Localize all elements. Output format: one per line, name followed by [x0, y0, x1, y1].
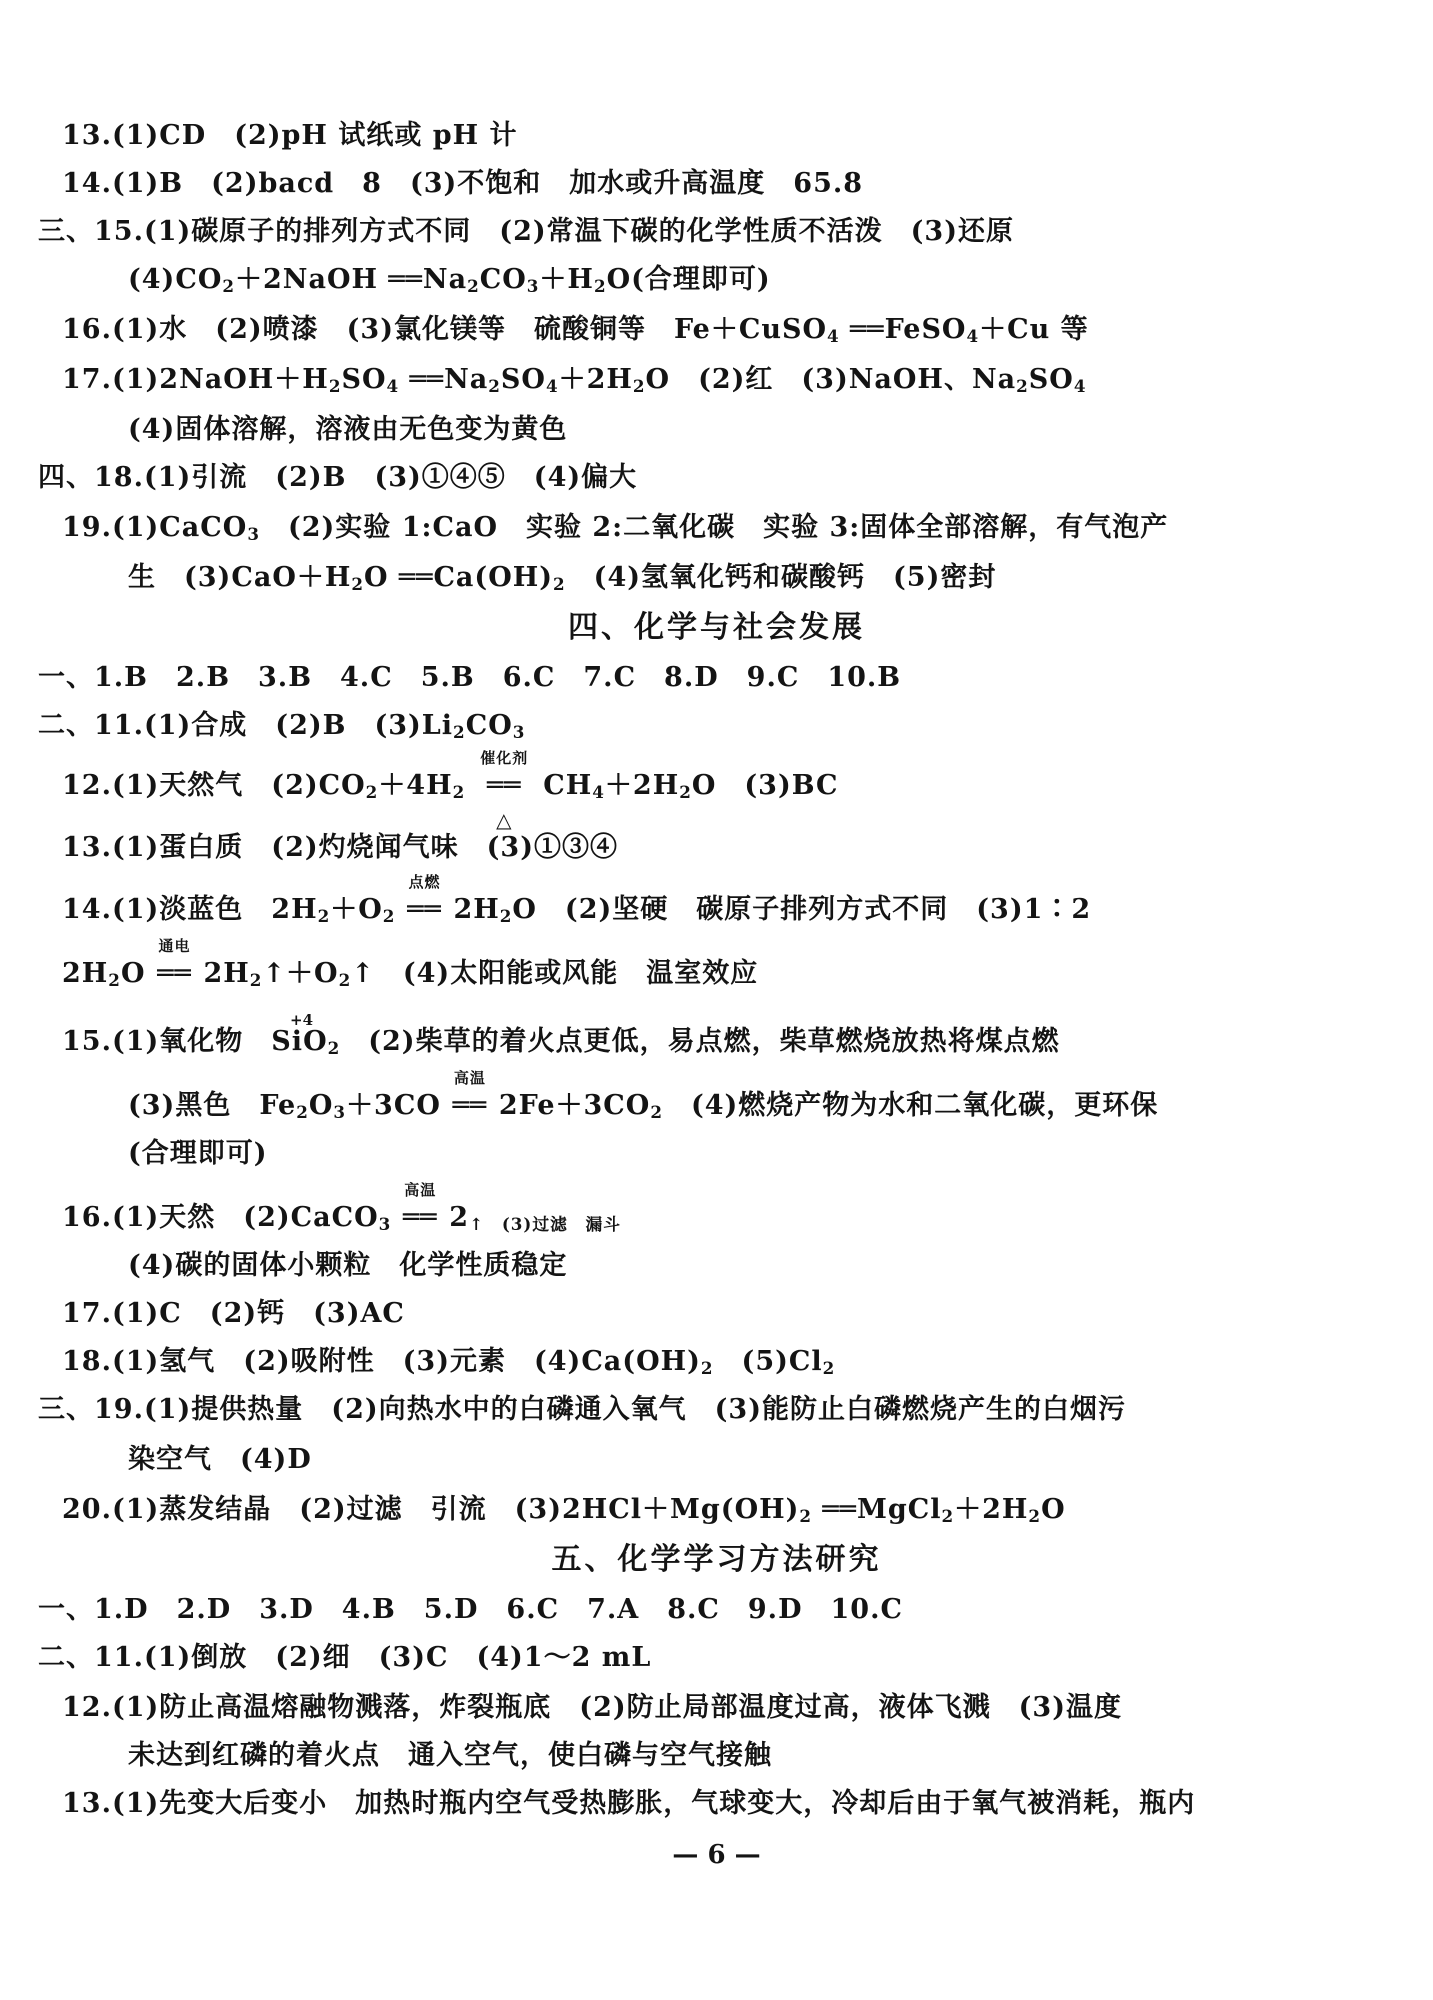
answer-line: 20.(1)蒸发结晶 (2)过滤 引流 $(3)2HCl+Mg(OH)_2$ $══MgCl_2+2H_2O$: [62, 1494, 1066, 1527]
answer-line: 生 $(3)CaO+H_2O$ $══Ca(OH)_2$ (4)氢氧化钙和碳酸钙 (5)密封: [128, 562, 997, 595]
line-text: 三、15.(1)碳原子的排列方式不同 (2)常温下碳的化学性质不活泼 (3)还原: [38, 216, 1014, 247]
answer-line: 未达到红磷的着火点 通入空气，使白磷与空气接触: [128, 1740, 772, 1771]
reaction-condition: 高温 ══: [403, 1181, 438, 1233]
reaction-condition: 高温 ══: [452, 1069, 488, 1121]
answer-line: 15.(1)氧化物 SiO$_2$ (2)柴草的着火点更低，易点燃，柴草燃烧放热将煤点燃: [62, 1026, 1060, 1059]
answer-line: $2H_2O$ 通电 ══ $2H_2↑+O_2↑$ (4)太阳能或风能 温室效应: [62, 937, 759, 991]
answer-line: $(4)CO_2+2NaOH$ $══Na_2CO_3+H_2O$(合理即可): [128, 264, 771, 297]
answer-line: 染空气 (4)D: [128, 1444, 312, 1475]
answer-line: (4)碳的固体小颗粒 化学性质稳定: [128, 1250, 568, 1281]
answer-line: 19.(1)CaCO$_3$ (2)实验 1:CaO 实验 2:二氧化碳 实验 3:固体全部溶解，有气泡产: [62, 512, 1169, 545]
section-heading: 四、化学与社会发展: [568, 610, 865, 645]
section-heading: 五、化学学习方法研究: [551, 1542, 882, 1577]
answer-line: (合理即可): [128, 1138, 268, 1169]
answer-line: 三、19.(1)提供热量 (2)向热水中的白磷通入氧气 (3)能防止白磷燃烧产生的白烟污: [38, 1394, 1126, 1425]
reaction-condition: 催化剂 ══ △: [480, 749, 529, 832]
answer-line: [62, 118, 518, 154]
answer-line: 13.(1)蛋白质 (2)灼烧闻气味 (3)①③④: [62, 832, 618, 863]
line-text: 13.(1)CD (2)pH 试纸或 pH 计: [62, 120, 518, 151]
answer-line: 一、1.B 2.B 3.B 4.C 5.B 6.C 7.C 8.D 9.C 10.B: [38, 662, 902, 693]
answer-line: 一、1.D 2.D 3.D 4.B 5.D 6.C 7.A 8.C 9.D 10.C: [38, 1594, 903, 1625]
answer-line: 12.(1)天然气 $(2)CO_2+4H_2$ 催化剂 ══ △ $CH_4+2H_2O$ (3)BC: [62, 749, 839, 832]
reaction-condition: 通电 ══: [157, 937, 192, 989]
answer-line: $17.(1)2NaOH+H_2SO_4$ $══Na_2SO_4+2H_2O$ (2)红 (3)NaOH、$Na_2SO_4$: [62, 364, 1087, 397]
answer-line: 16.(1)水 (2)喷漆 (3)氯化镁等 硫酸铜等 Fe＋CuSO$_4$ ══FeSO$_4$＋Cu 等: [62, 314, 1089, 347]
answer-line: [38, 214, 1014, 250]
line-text: 14.(1)B (2)bacd 8 (3)不饱和 加水或升高温度 65.8: [62, 168, 864, 199]
answer-line: (4)固体溶解，溶液由无色变为黄色: [128, 414, 568, 445]
answer-line: 18.(1)氢气 (2)吸附性 (3)元素 $(4)Ca(OH)_2$ $(5)Cl_2$: [62, 1346, 836, 1379]
answer-line: 17.(1)C (2)钙 (3)AC: [62, 1298, 405, 1329]
answer-line: 14.(1)淡蓝色 $2H_2+O_2$ 点燃 ══ $2H_2O$ (2)坚硬 碳原子排列方式不同 (3)1∶2: [62, 873, 1092, 927]
reaction-condition: 点燃 ══: [407, 873, 442, 925]
answer-line: 12.(1)防止高温熔融物溅落，炸裂瓶底 (2)防止局部温度过高，液体飞溅 (3)温度: [62, 1692, 1122, 1723]
answer-line: (3)黑色 $Fe_2O_3+3CO$ 高温 ══ $2Fe+3CO_2$ (4)燃烧产物为水和二氧化碳，更环保: [128, 1069, 1159, 1123]
answer-line: 13.(1)先变大后变小 加热时瓶内空气受热膨胀，气球变大，冷却后由于氧气被消耗，瓶内: [62, 1788, 1196, 1819]
answer-line: 16.(1)天然 (2)CaCO$_3$ 高温 ══ $2_{↑ (3)过滤 漏斗}$: [62, 1181, 622, 1235]
answer-line: 二、11.(1)倒放 (2)细 (3)C (4)1～2 mL: [38, 1642, 652, 1673]
answer-line: 二、11.(1)合成 (2)B $(3)Li_2CO_3$: [38, 710, 526, 743]
page-number: — 6 —: [672, 1840, 761, 1870]
answer-line: [62, 166, 863, 202]
answer-line: 四、18.(1)引流 (2)B (3)①④⑤ (4)偏大: [38, 462, 638, 493]
oxidation-state-mark: +4: [290, 1011, 314, 1029]
